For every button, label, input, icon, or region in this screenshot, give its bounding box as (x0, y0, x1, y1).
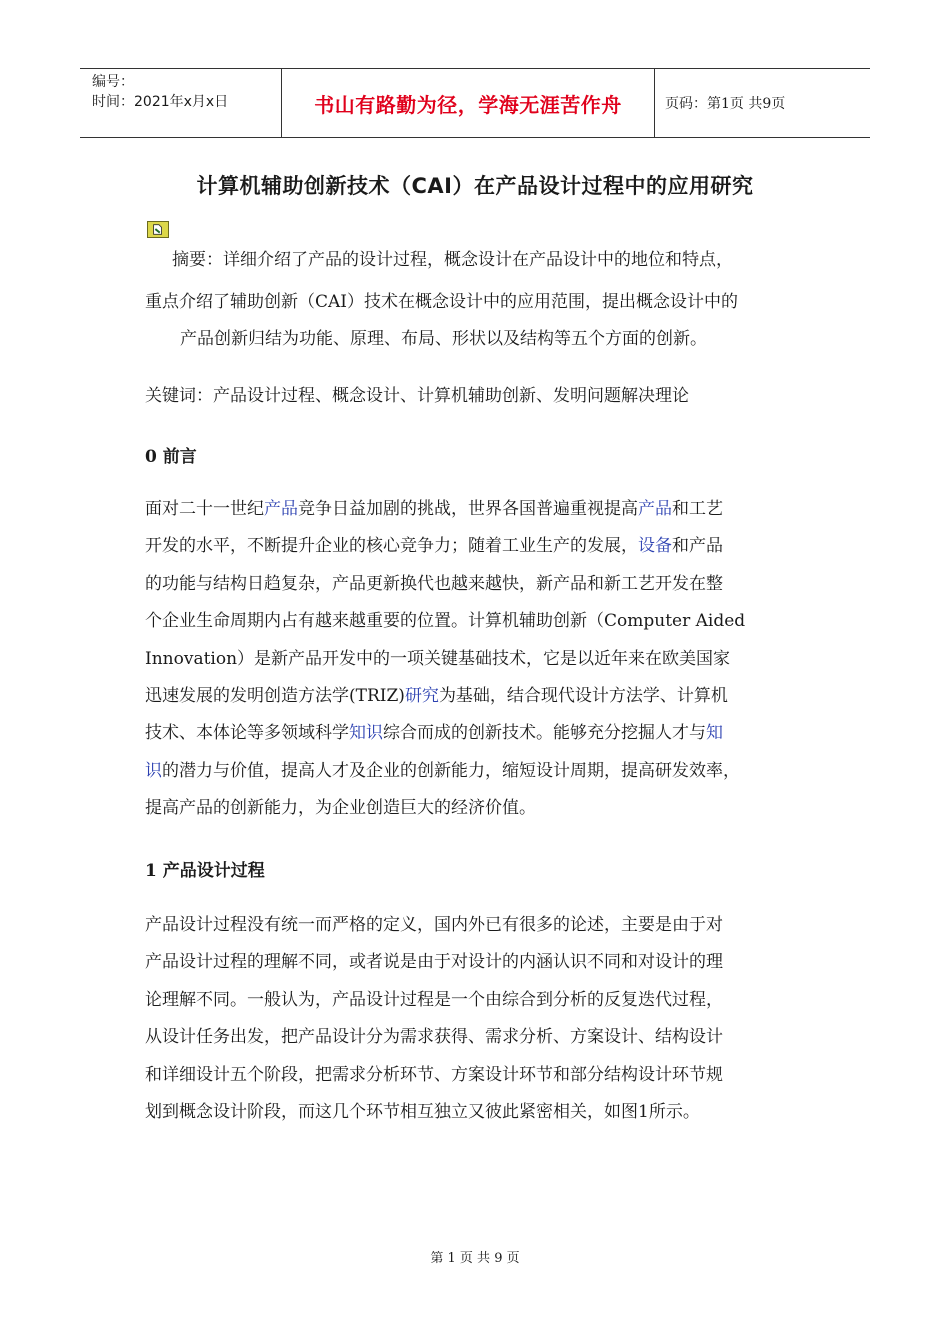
text-line: 从设计任务出发，把产品设计分为需求获得、需求分析、方案设计、结构设计 (145, 1027, 723, 1048)
text-span: 开发的水平，不断提升企业的核心竞争力；随着工业生产的发展， (145, 536, 638, 557)
text-span: 面对二十一世纪 (145, 499, 264, 519)
text-span: 迅速发展的发明创造方法学(TRIZ) (145, 686, 405, 707)
text-line (145, 491, 800, 528)
text-line: 产品设计过程没有统一而严格的定义，国内外已有很多的论述，主要是由于对 (145, 915, 723, 935)
text-span: 的潜力与价值，提高人才及企业的创新能力，缩短设计周期，提高研发效率， (162, 760, 740, 781)
text-line: 划到概念设计阶段，而这几个环节相互独立又彼此紧密相关，如图1所示。 (145, 1102, 700, 1123)
text-span: 技术、本体论等多领域科学 (145, 723, 349, 744)
keywords: 关键词：产品设计过程、概念设计、计算机辅助创新、发明问题解决理论 (145, 386, 689, 406)
text-line (145, 753, 800, 790)
link-knowledge[interactable]: 知识 (349, 723, 383, 744)
section-heading-design-process: 1 产品设计过程 (145, 861, 265, 881)
link-knowledge[interactable]: 知 (706, 723, 723, 744)
text-line: 论理解不同。一般认为，产品设计过程是一个由综合到分析的反复迭代过程， (145, 989, 723, 1010)
page-footer: 第 1 页 共 9 页 (430, 1251, 520, 1266)
text-line (145, 528, 800, 565)
text-span: 竞争日益加剧的挑战，世界各国普遍重视提高 (298, 499, 638, 519)
time-label: 时间：2021年x月x日 (92, 94, 229, 110)
text-line: Innovation）是新产品开发中的一项关键基础技术，它是以近年来在欧美国家 (145, 648, 731, 669)
document-title: 计算机辅助创新技术（CAI）在产品设计过程中的应用研究 (196, 174, 754, 198)
header-meta (80, 69, 282, 137)
text-line (145, 715, 800, 752)
abstract-line-1: 摘要：详细介绍了产品的设计过程，概念设计在产品设计中的地位和特点， (172, 250, 733, 270)
section-heading-intro: 0 前言 (145, 447, 197, 467)
design-process-paragraph (145, 907, 800, 1131)
text-line: 和详细设计五个阶段，把需求分析环节、方案设计环节和部分结构设计环节规 (145, 1064, 723, 1085)
header-motto: 书山有路勤为径，学海无涯苦作舟 (282, 69, 655, 137)
text-span: 为基础，结合现代设计方法学、计算机 (438, 686, 728, 707)
number-label: 编号： (92, 74, 134, 90)
abstract-line-3: 产品创新归结为功能、原理、布局、形状以及结构等五个方面的创新。 (180, 329, 707, 349)
header-page-code: 页码：第1页 共9页 (665, 96, 786, 112)
intro-paragraph (145, 491, 800, 828)
link-product[interactable]: 产品 (264, 499, 298, 519)
link-product[interactable]: 产品 (638, 499, 672, 519)
text-line: 个企业生命周期内占有越来越重要的位置。计算机辅助创新（Computer Aided (145, 611, 746, 632)
text-line: 提高产品的创新能力，为企业创造巨大的经济价值。 (145, 798, 536, 819)
text-line: 的功能与结构日趋复杂，产品更新换代也越来越快，新产品和新工艺开发在整 (145, 573, 723, 594)
text-span: 和工艺 (672, 499, 723, 519)
link-research[interactable]: 研究 (404, 686, 439, 707)
link-knowledge[interactable]: 识 (145, 760, 162, 781)
document-attachment-icon[interactable] (147, 221, 169, 238)
text-line (145, 678, 800, 715)
text-span: 综合而成的创新技术。能够充分挖掘人才与 (383, 723, 706, 744)
text-span: 和产品 (672, 536, 723, 557)
abstract-line-2: 重点介绍了辅助创新（CAI）技术在概念设计中的应用范围，提出概念设计中的 (145, 292, 738, 312)
page-header (80, 68, 870, 138)
link-equipment[interactable]: 设备 (638, 536, 672, 557)
text-line: 产品设计过程的理解不同，或者说是由于对设计的内涵认识不同和对设计的理 (145, 952, 723, 973)
